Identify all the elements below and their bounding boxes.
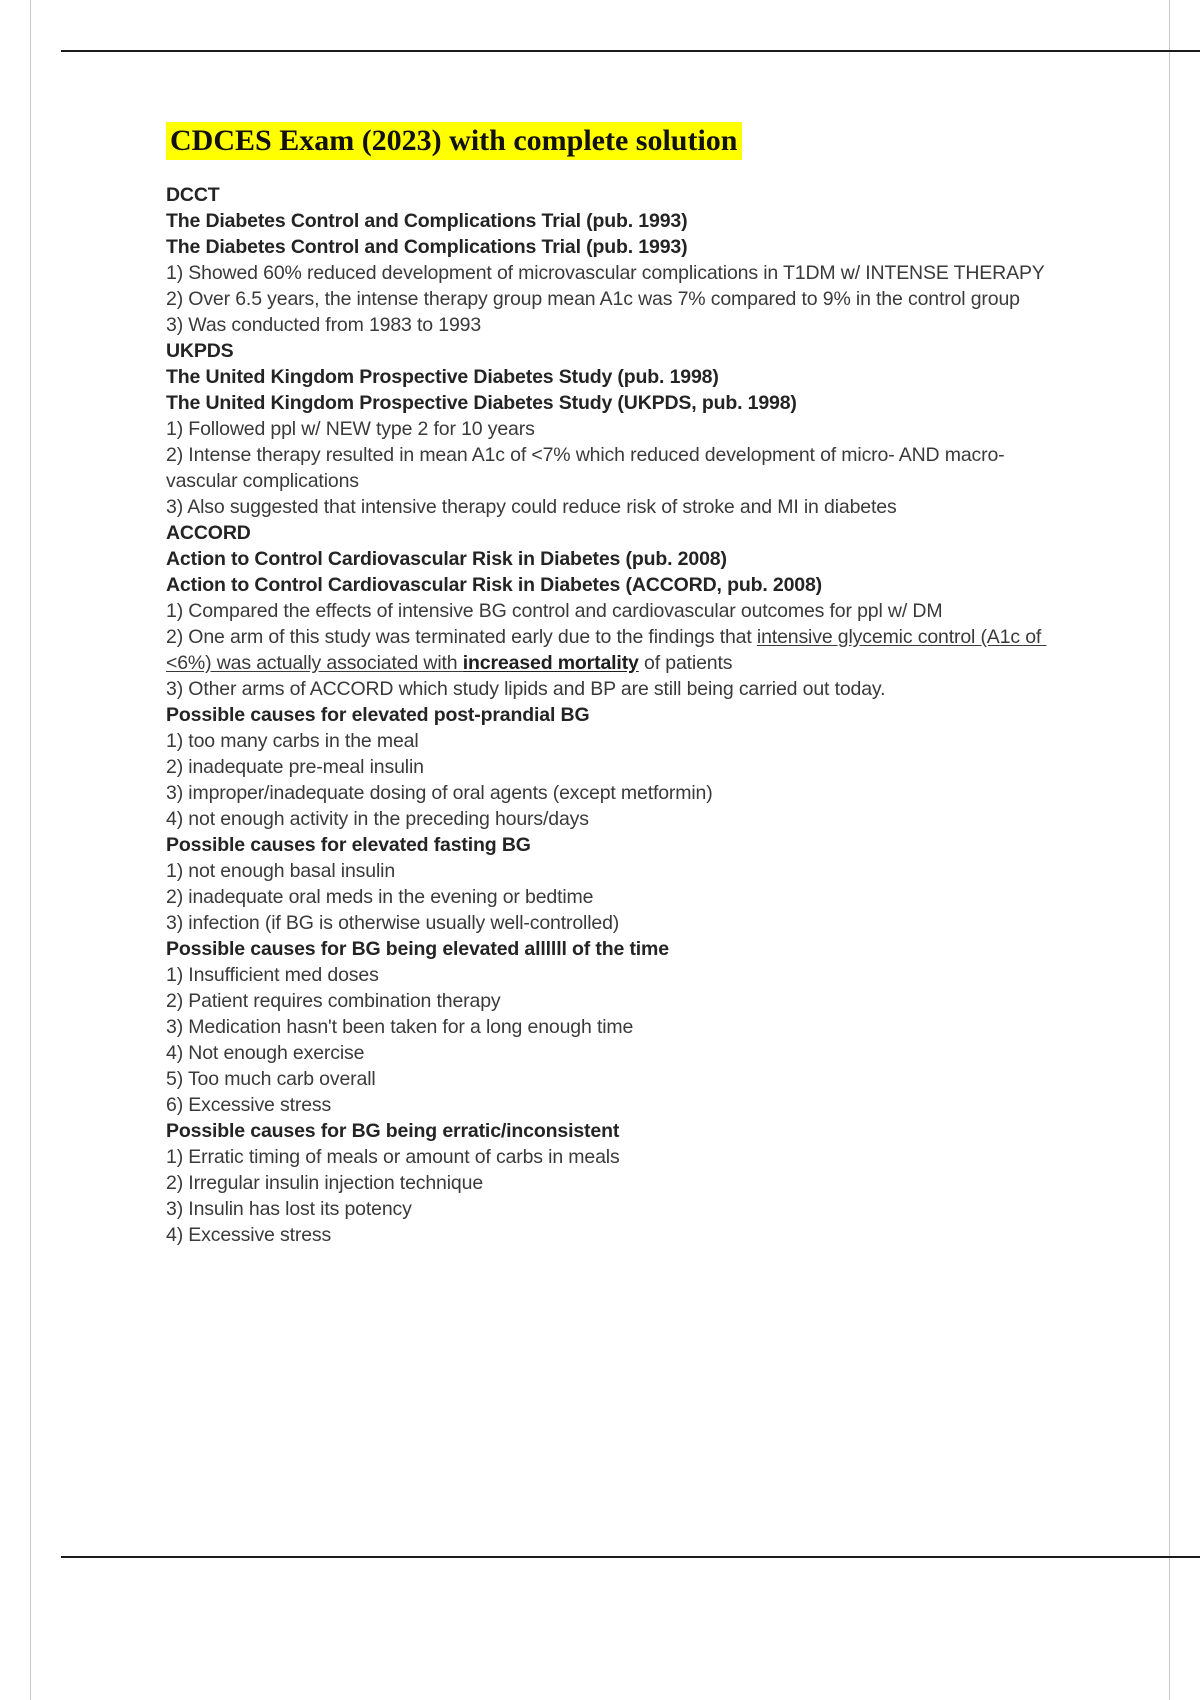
note-line: 1) Insufficient med doses bbox=[166, 963, 379, 986]
note-line bbox=[166, 624, 1046, 676]
note-line: 1) too many carbs in the meal bbox=[166, 729, 419, 752]
note-line: 2) Patient requires combination therapy bbox=[166, 989, 501, 1012]
note-line: 4) Not enough exercise bbox=[166, 1041, 365, 1064]
note-heading: Possible causes for elevated post-prandial BG bbox=[166, 703, 590, 726]
note-heading: The Diabetes Control and Complications Trial (pub. 1993) bbox=[166, 209, 688, 232]
note-line: 4) not enough activity in the preceding hours/days bbox=[166, 807, 589, 830]
note-heading: Possible causes for BG being elevated allllll of the time bbox=[166, 937, 669, 960]
note-line: 2) Intense therapy resulted in mean A1c of <7% which reduced development of micro- AND macro-vascular complications bbox=[166, 443, 1005, 492]
underlined-text: intensive glycemic control (A1c of <6%) was actually associated with bbox=[166, 625, 1047, 674]
note-line: 1) Compared the effects of intensive BG control and cardiovascular outcomes for ppl w/ DM bbox=[166, 599, 943, 622]
plain-text: of patients bbox=[638, 651, 733, 674]
title-highlight: CDCES Exam (2023) with complete solution bbox=[166, 122, 742, 160]
note-line: 3) Medication hasn't been taken for a long enough time bbox=[166, 1015, 634, 1038]
note-line: 3) Insulin has lost its potency bbox=[166, 1197, 412, 1220]
note-line: 1) Erratic timing of meals or amount of carbs in meals bbox=[166, 1145, 620, 1168]
note-line: 2) Over 6.5 years, the intense therapy group mean A1c was 7% compared to 9% in the control group bbox=[166, 287, 1020, 310]
document-content bbox=[166, 122, 1046, 1248]
note-heading: Possible causes for elevated fasting BG bbox=[166, 833, 531, 856]
note-line: 3) Other arms of ACCORD which study lipids and BP are still being carried out today. bbox=[166, 677, 886, 700]
note-heading: Action to Control Cardiovascular Risk in Diabetes (pub. 2008) bbox=[166, 547, 727, 570]
note-heading: UKPDS bbox=[166, 339, 234, 362]
note-heading: Possible causes for BG being erratic/inconsistent bbox=[166, 1119, 620, 1142]
page-title bbox=[166, 122, 742, 160]
note-line: 3) infection (if BG is otherwise usually well-controlled) bbox=[166, 911, 620, 934]
note-line: 3) Also suggested that intensive therapy could reduce risk of stroke and MI in diabetes bbox=[166, 495, 897, 518]
note-line: 2) inadequate pre-meal insulin bbox=[166, 755, 424, 778]
plain-text: 2) One arm of this study was terminated early due to the findings that bbox=[166, 625, 757, 648]
note-heading: Action to Control Cardiovascular Risk in Diabetes (ACCORD, pub. 2008) bbox=[166, 573, 823, 596]
note-heading: The United Kingdom Prospective Diabetes Study (UKPDS, pub. 1998) bbox=[166, 391, 797, 414]
emphasis-bold-text: increased mortality bbox=[462, 651, 639, 674]
note-heading: DCCT bbox=[166, 183, 220, 206]
note-line: 5) Too much carb overall bbox=[166, 1067, 376, 1090]
note-line: 2) inadequate oral meds in the evening or bedtime bbox=[166, 885, 594, 908]
note-heading: ACCORD bbox=[166, 521, 251, 544]
note-line: 3) improper/inadequate dosing of oral agents (except metformin) bbox=[166, 781, 713, 804]
note-line: 4) Excessive stress bbox=[166, 1223, 332, 1246]
note-line: 2) Irregular insulin injection technique bbox=[166, 1171, 484, 1194]
note-heading: The United Kingdom Prospective Diabetes Study (pub. 1998) bbox=[166, 365, 719, 388]
note-heading: The Diabetes Control and Complications Trial (pub. 1993) bbox=[166, 235, 688, 258]
note-line: 1) Followed ppl w/ NEW type 2 for 10 years bbox=[166, 417, 535, 440]
header-rule bbox=[61, 50, 1200, 52]
footer-rule bbox=[61, 1556, 1200, 1558]
note-line: 1) not enough basal insulin bbox=[166, 859, 396, 882]
note-line: 1) Showed 60% reduced development of microvascular complications in T1DM w/ INTENSE THERAPY bbox=[166, 261, 1045, 284]
note-line: 6) Excessive stress bbox=[166, 1093, 332, 1116]
study-notes-body bbox=[166, 182, 1046, 1248]
note-line: 3) Was conducted from 1983 to 1993 bbox=[166, 313, 482, 336]
document-page bbox=[30, 0, 1170, 1700]
